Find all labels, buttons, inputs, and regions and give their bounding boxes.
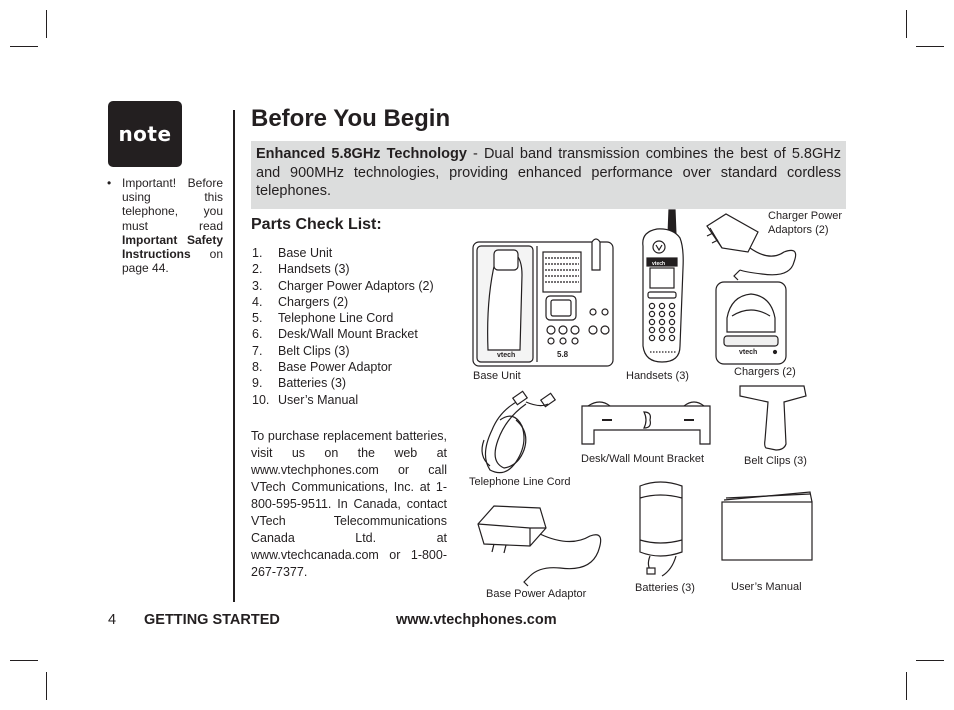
base-unit-illustration <box>473 239 613 366</box>
list-number: 1. <box>252 246 263 260</box>
list-label: User’s Manual <box>278 392 359 407</box>
handset-brand-label: vtech <box>652 261 666 267</box>
page-title: Before You Begin <box>251 105 451 132</box>
side-note-lead: Important! Before using this telephone, you must read <box>122 176 223 233</box>
list-number: 9. <box>252 376 263 391</box>
list-label: Batteries (3) <box>278 376 347 391</box>
list-number: 6. <box>252 327 263 342</box>
footer-url: www.vtechphones.com <box>396 612 557 628</box>
caption-base-adaptor: Base Power Adaptor <box>486 588 587 600</box>
base-brand-label: vtech <box>497 352 516 359</box>
side-note-bold: Important Safety Instructions <box>122 232 223 262</box>
caption-manual: User’s Manual <box>731 581 802 593</box>
battery-illustration <box>640 482 682 576</box>
list-label: Telephone Line Cord <box>278 311 394 326</box>
charger-brand-label: vtech <box>739 349 758 356</box>
caption-handsets: Handsets (3) <box>626 370 689 382</box>
feature-text: - Dual band transmission combines the best of 5.8GHz and 900MHz technologies, providing enhanced performance over standard cordless telephones. <box>256 146 841 199</box>
list-number: 3. <box>252 278 263 293</box>
list-label: Belt Clips (3) <box>278 343 350 358</box>
page-number: 4 <box>108 612 117 628</box>
belt-clip-illustration <box>740 386 806 450</box>
caption-belt-clips: Belt Clips (3) <box>744 455 807 467</box>
caption-charger-adaptor-1: Charger Power <box>768 210 842 222</box>
caption-line-cord: Telephone Line Cord <box>469 476 571 488</box>
list-label: Desk/Wall Mount Bracket <box>278 327 418 342</box>
caption-chargers: Chargers (2) <box>734 366 796 378</box>
bullet: • <box>107 176 112 190</box>
list-label: Base Unit <box>278 246 333 260</box>
list-label: Chargers (2) <box>278 294 349 309</box>
parts-heading: Parts Check List: <box>251 216 382 233</box>
manual-illustration <box>722 492 812 560</box>
bracket-illustration <box>582 402 710 444</box>
feature-title: Enhanced 5.8GHz Technology <box>256 146 467 162</box>
list-label: Charger Power Adaptors (2) <box>278 278 434 293</box>
charger-illustration <box>716 282 786 364</box>
caption-base-unit: Base Unit <box>473 370 521 382</box>
handset-illustration <box>643 210 683 362</box>
note-badge-label: note <box>118 122 172 146</box>
caption-bracket: Desk/Wall Mount Bracket <box>581 453 705 465</box>
base-badge-label: 5.8 <box>557 350 569 359</box>
list-label: Handsets (3) <box>278 262 350 277</box>
caption-charger-adaptor-2: Adaptors (2) <box>768 224 829 236</box>
side-note-tail: on page 44. <box>122 247 223 276</box>
list-number: 7. <box>252 343 263 358</box>
list-number: 10. <box>252 392 270 407</box>
list-number: 2. <box>252 262 263 277</box>
line-cord-illustration <box>482 391 555 472</box>
list-number: 5. <box>252 311 263 326</box>
caption-batteries: Batteries (3) <box>635 582 695 594</box>
section-label: GETTING STARTED <box>144 612 280 628</box>
base-adaptor-illustration <box>478 506 601 586</box>
list-number: 4. <box>252 294 263 309</box>
purchase-info: To purchase replacement batteries, visit us on the web at www.vtechphones.com or call VTech Communications, Inc. at 1-800-595-9511. In Canada, contact VTech Telecommunications Canada Ltd. at www.vtechcanada.com or 1-800-267-7377. <box>251 429 447 579</box>
list-number: 8. <box>252 360 263 375</box>
list-label: Base Power Adaptor <box>278 360 392 375</box>
